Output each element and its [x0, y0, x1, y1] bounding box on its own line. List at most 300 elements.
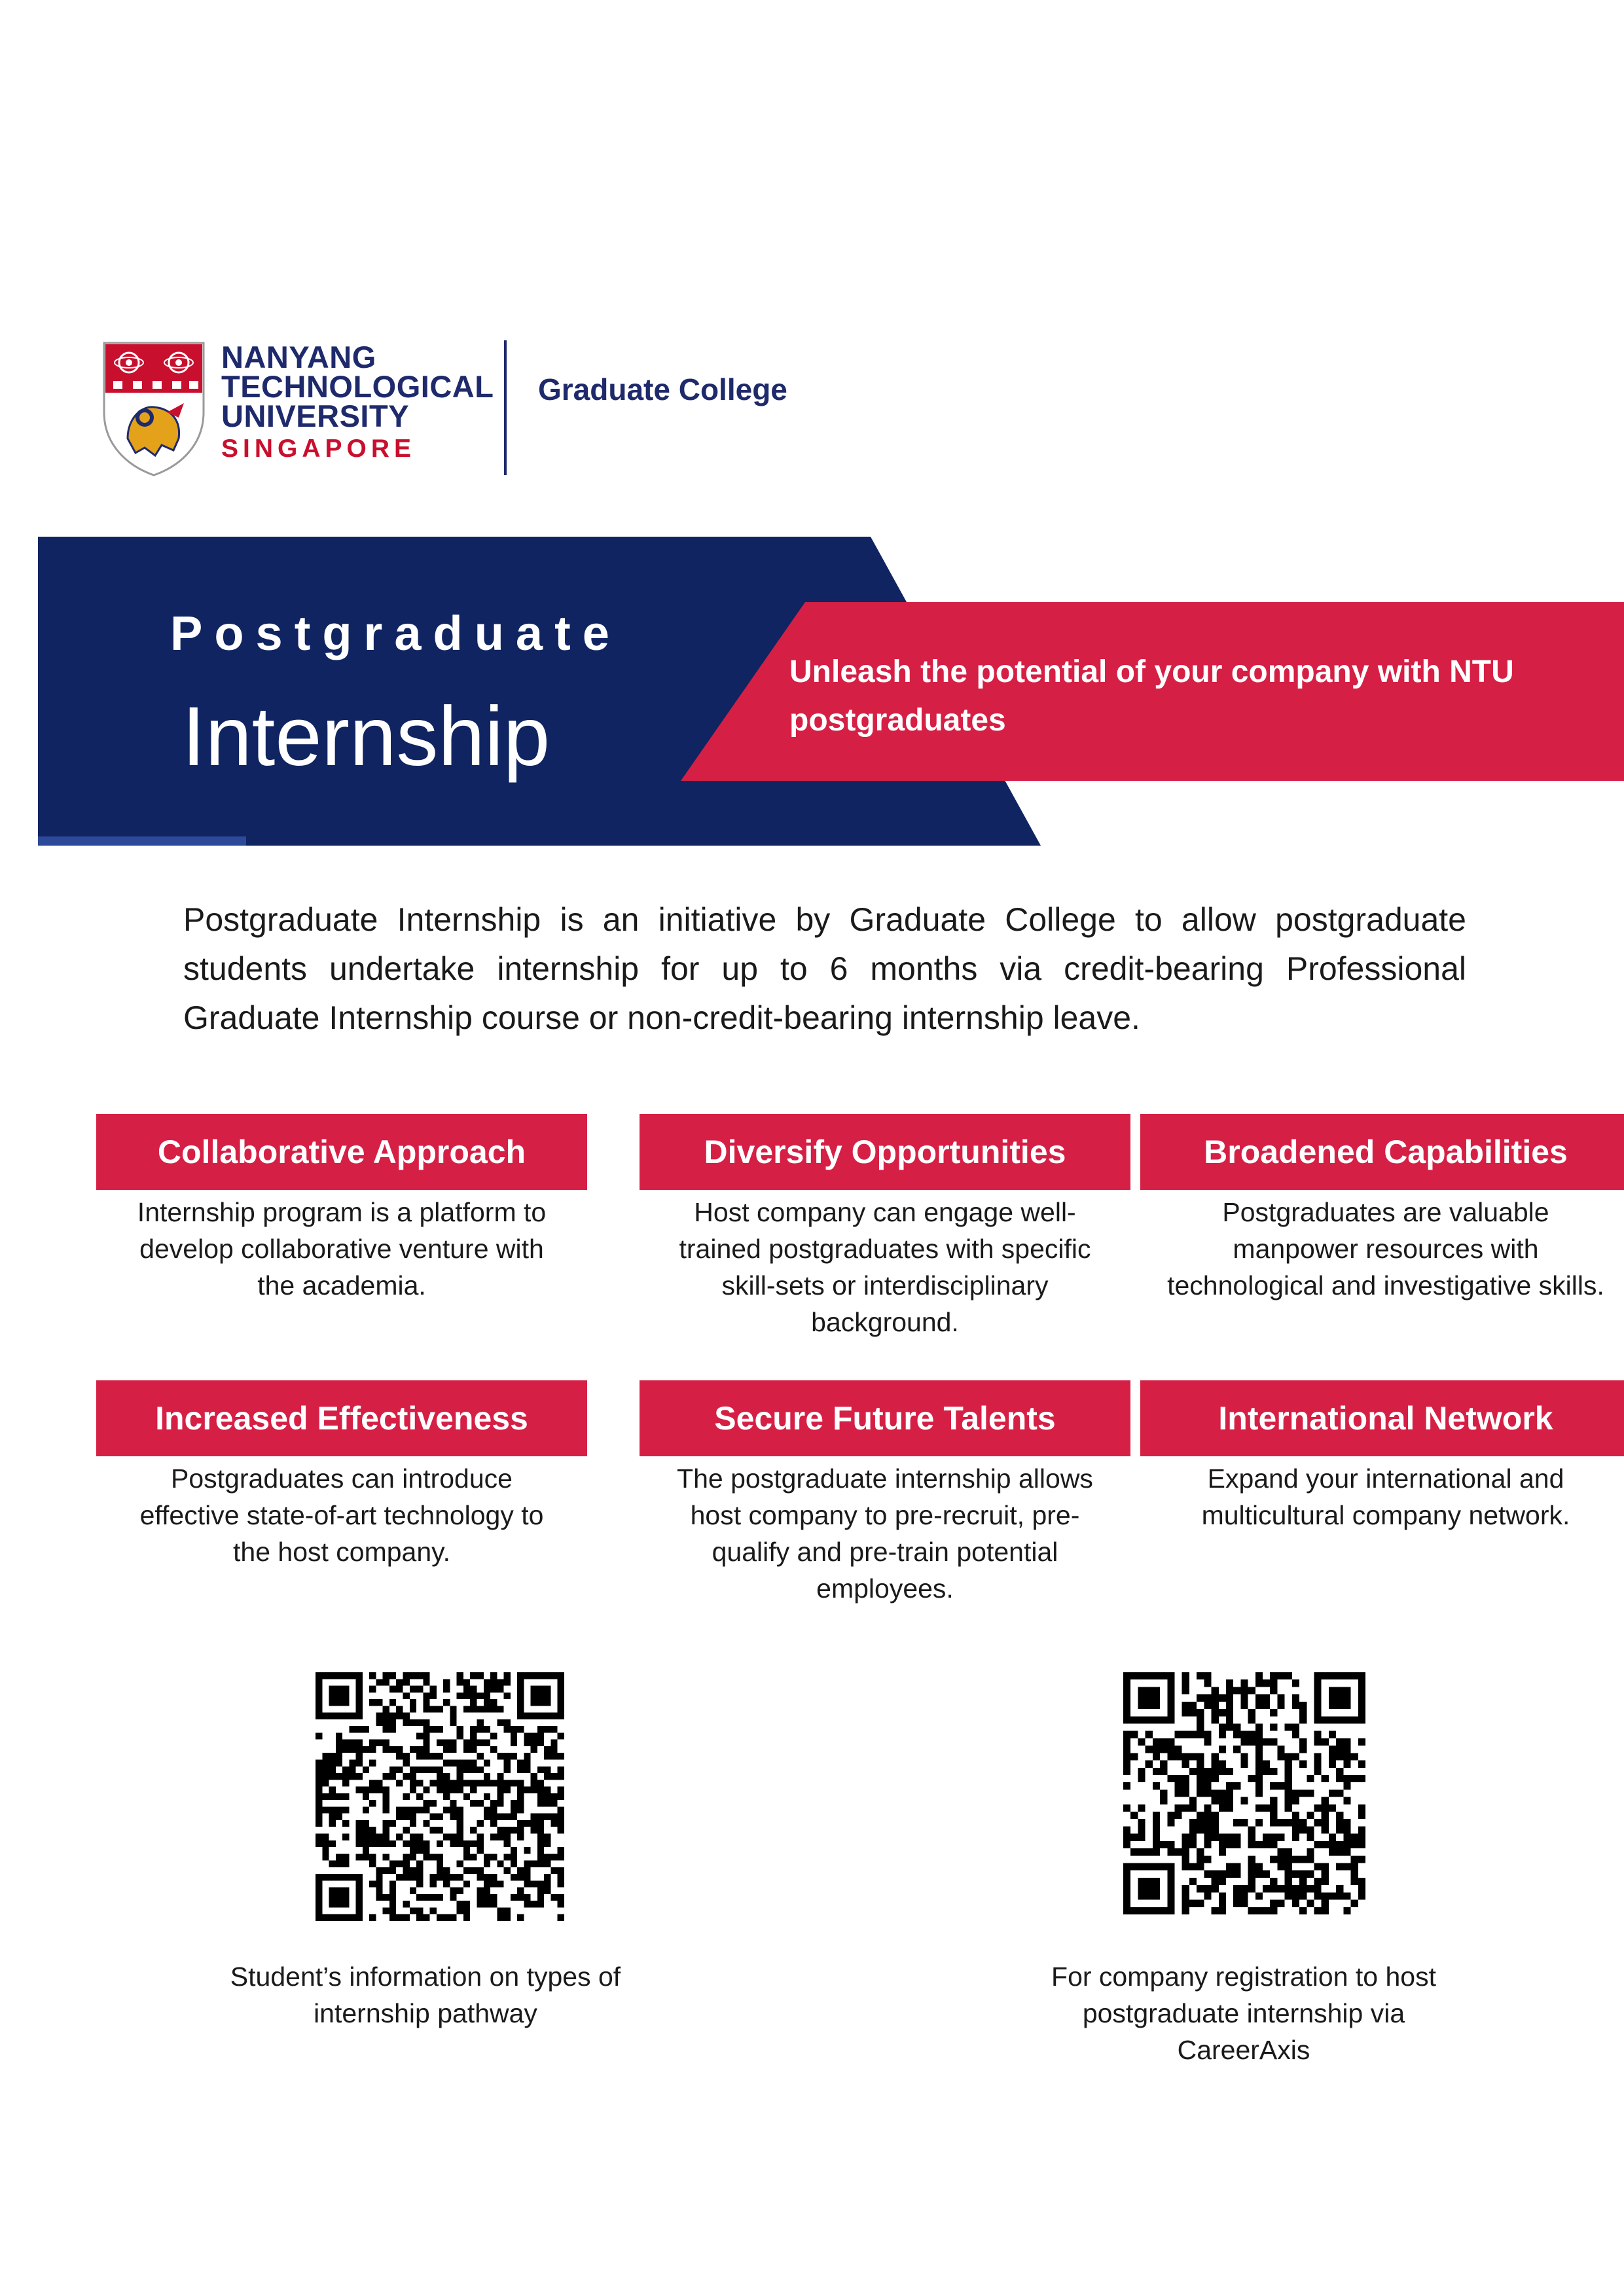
qr-module — [558, 1672, 564, 1679]
qr-module — [1329, 1848, 1336, 1856]
qr-module — [383, 1827, 389, 1833]
qr-module — [1307, 1871, 1314, 1878]
qr-module — [1255, 1871, 1263, 1878]
qr-module — [403, 1760, 410, 1767]
qr-module — [1219, 1892, 1226, 1899]
qr-module — [537, 1787, 544, 1793]
qr-module — [336, 1760, 342, 1767]
qr-module — [389, 1773, 396, 1780]
qr-module — [1277, 1834, 1284, 1841]
qr-module — [504, 1679, 511, 1685]
qr-module — [410, 1888, 416, 1894]
qr-module — [416, 1894, 423, 1901]
qr-module — [1358, 1878, 1365, 1885]
qr-module — [1146, 1695, 1153, 1702]
qr-module — [1248, 1878, 1255, 1885]
qr-module — [450, 1888, 456, 1894]
qr-module — [470, 1840, 477, 1847]
qr-module — [517, 1894, 524, 1901]
qr-module — [463, 1840, 470, 1847]
qr-module — [558, 1880, 564, 1887]
qr-module — [1197, 1709, 1204, 1716]
qr-module — [1174, 1782, 1182, 1789]
qr-module — [1285, 1878, 1292, 1885]
qr-module — [1233, 1892, 1240, 1899]
qr-module — [1336, 1863, 1343, 1871]
qr-module — [517, 1787, 524, 1793]
qr-module — [1233, 1819, 1240, 1826]
qr-module — [1240, 1702, 1248, 1709]
qr-module — [1285, 1863, 1292, 1871]
qr-module — [1240, 1687, 1248, 1694]
qr-module — [1314, 1716, 1322, 1723]
qr-module — [1146, 1687, 1153, 1694]
qr-module — [1329, 1834, 1336, 1841]
qr-module — [1189, 1819, 1197, 1826]
qr-module — [1204, 1672, 1211, 1679]
qr-module — [1146, 1672, 1153, 1679]
qr-module — [1160, 1738, 1167, 1746]
qr-module — [316, 1767, 322, 1773]
qr-module — [342, 1713, 349, 1719]
qr-module — [316, 1914, 322, 1921]
qr-module — [437, 1787, 443, 1793]
qr-module — [497, 1719, 503, 1726]
qr-module — [369, 1746, 376, 1753]
qr-module — [316, 1773, 322, 1780]
student-info-qr-code[interactable] — [316, 1672, 564, 1921]
qr-module — [1153, 1782, 1160, 1789]
company-registration-qr-code[interactable] — [1123, 1672, 1365, 1914]
qr-module — [1182, 1687, 1189, 1694]
qr-module — [1299, 1892, 1307, 1899]
qr-module — [349, 1713, 355, 1719]
qr-module — [1167, 1687, 1174, 1694]
qr-module — [1314, 1731, 1322, 1738]
qr-module — [1322, 1892, 1329, 1899]
qr-module — [1358, 1841, 1365, 1848]
qr-module — [504, 1814, 511, 1820]
qr-module — [537, 1854, 544, 1860]
qr-module — [356, 1713, 363, 1719]
qr-module — [477, 1719, 483, 1726]
qr-module — [1197, 1900, 1204, 1907]
qr-module — [443, 1686, 450, 1693]
qr-module — [1204, 1702, 1211, 1709]
qr-module — [1204, 1834, 1211, 1841]
qr-module — [1343, 1695, 1350, 1702]
qr-module — [1189, 1731, 1197, 1738]
qr-module — [342, 1746, 349, 1753]
qr-module — [463, 1746, 470, 1753]
qr-module — [477, 1867, 483, 1874]
qr-module — [1343, 1738, 1350, 1746]
qr-module — [1219, 1878, 1226, 1885]
qr-module — [430, 1827, 437, 1833]
qr-module — [1263, 1804, 1270, 1812]
qr-module — [349, 1874, 355, 1880]
qr-module — [457, 1773, 463, 1780]
qr-module — [329, 1760, 336, 1767]
qr-module — [511, 1740, 517, 1746]
qr-module — [383, 1907, 389, 1914]
qr-module — [1285, 1848, 1292, 1856]
qr-module — [1138, 1819, 1145, 1826]
qr-module — [410, 1854, 416, 1860]
qr-module — [550, 1773, 557, 1780]
qr-module — [1189, 1900, 1197, 1907]
qr-module — [1182, 1702, 1189, 1709]
qr-module — [1153, 1738, 1160, 1746]
qr-module — [484, 1793, 490, 1800]
qr-module — [1204, 1782, 1211, 1789]
qr-module — [470, 1760, 477, 1767]
qr-module — [457, 1827, 463, 1833]
qr-module — [437, 1767, 443, 1773]
qr-module — [1299, 1871, 1307, 1878]
qr-module — [1167, 1753, 1174, 1760]
qr-module — [336, 1746, 342, 1753]
qr-module — [544, 1861, 550, 1867]
qr-module — [1182, 1679, 1189, 1687]
qr-module — [1270, 1768, 1277, 1775]
qr-module — [524, 1713, 530, 1719]
qr-module — [450, 1814, 456, 1820]
qr-module — [544, 1746, 550, 1753]
qr-module — [396, 1686, 403, 1693]
qr-module — [1277, 1848, 1284, 1856]
qr-module — [558, 1753, 564, 1759]
qr-module — [356, 1672, 363, 1679]
qr-module — [537, 1827, 544, 1833]
qr-module — [1219, 1768, 1226, 1775]
qr-module — [416, 1780, 423, 1786]
qr-module — [1138, 1848, 1145, 1856]
qr-module — [1167, 1819, 1174, 1826]
qr-module — [544, 1672, 550, 1679]
qr-module — [457, 1726, 463, 1732]
qr-module — [416, 1686, 423, 1693]
qr-module — [1336, 1738, 1343, 1746]
qr-module — [437, 1914, 443, 1921]
qr-module — [558, 1686, 564, 1693]
qr-module — [1285, 1789, 1292, 1797]
qr-module — [389, 1914, 396, 1921]
qr-module — [437, 1894, 443, 1901]
qr-module — [457, 1874, 463, 1880]
qr-module — [537, 1713, 544, 1719]
qr-module — [1212, 1716, 1219, 1723]
qr-module — [1240, 1679, 1248, 1687]
qr-module — [363, 1767, 369, 1773]
qr-module — [537, 1686, 544, 1693]
qr-module — [1248, 1738, 1255, 1746]
qr-module — [531, 1699, 537, 1706]
qr-module — [1233, 1731, 1240, 1738]
qr-module — [410, 1746, 416, 1753]
qr-module — [316, 1833, 322, 1840]
qr-module — [450, 1833, 456, 1840]
qr-module — [497, 1780, 503, 1786]
qr-module — [1189, 1878, 1197, 1885]
qr-module — [457, 1760, 463, 1767]
qr-module — [1204, 1775, 1211, 1782]
qr-module — [1255, 1702, 1263, 1709]
qr-module — [1343, 1848, 1350, 1856]
qr-module — [1336, 1716, 1343, 1723]
qr-module — [1189, 1804, 1197, 1812]
qr-module — [544, 1787, 550, 1793]
banner-title-internship: Internship — [182, 690, 550, 783]
qr-module — [1270, 1687, 1277, 1694]
qr-module — [504, 1914, 511, 1921]
qr-module — [329, 1793, 336, 1800]
qr-module — [1138, 1738, 1145, 1746]
qr-module — [1130, 1731, 1138, 1738]
qr-module — [1336, 1672, 1343, 1679]
qr-module — [369, 1854, 376, 1860]
qr-module — [1322, 1804, 1329, 1812]
qr-module — [544, 1814, 550, 1820]
qr-module — [1153, 1834, 1160, 1841]
qr-module — [1197, 1812, 1204, 1819]
qr-module — [437, 1867, 443, 1874]
qr-module — [1233, 1687, 1240, 1694]
qr-module — [1351, 1856, 1358, 1863]
qr-module — [1248, 1907, 1255, 1914]
qr-module — [1123, 1746, 1130, 1753]
qr-module — [443, 1793, 450, 1800]
qr-module — [517, 1867, 524, 1874]
qr-module — [1277, 1856, 1284, 1863]
qr-module — [1270, 1812, 1277, 1819]
qr-module — [1240, 1819, 1248, 1826]
qr-module — [511, 1806, 517, 1813]
qr-module — [383, 1787, 389, 1793]
qr-module — [1204, 1804, 1211, 1812]
qr-module — [376, 1719, 382, 1726]
qr-module — [450, 1719, 456, 1726]
qr-module — [1358, 1761, 1365, 1768]
qr-module — [457, 1814, 463, 1820]
qr-module — [1351, 1753, 1358, 1760]
qr-module — [504, 1907, 511, 1914]
qr-module — [1130, 1907, 1138, 1914]
qr-module — [1299, 1826, 1307, 1833]
qr-module — [1277, 1702, 1284, 1709]
qr-module — [1299, 1878, 1307, 1885]
qr-module — [403, 1854, 410, 1860]
qr-module — [1212, 1789, 1219, 1797]
qr-module — [322, 1773, 329, 1780]
qr-module — [490, 1780, 497, 1786]
qr-module — [524, 1901, 530, 1907]
qr-module — [558, 1914, 564, 1921]
qr-module — [1226, 1782, 1233, 1789]
qr-module — [537, 1693, 544, 1699]
qr-module — [470, 1726, 477, 1732]
qr-module — [1292, 1753, 1299, 1760]
qr-module — [329, 1767, 336, 1773]
qr-module — [457, 1833, 463, 1840]
qr-module — [558, 1713, 564, 1719]
qr-module — [410, 1907, 416, 1914]
qr-module — [537, 1814, 544, 1820]
qr-module — [450, 1746, 456, 1753]
qr-module — [356, 1693, 363, 1699]
qr-module — [1329, 1746, 1336, 1753]
qr-module — [497, 1706, 503, 1712]
qr-module — [1182, 1863, 1189, 1871]
qr-module — [1343, 1826, 1350, 1833]
qr-module — [1255, 1782, 1263, 1789]
qr-module — [363, 1806, 369, 1813]
qr-module — [416, 1907, 423, 1914]
qr-module — [1277, 1863, 1284, 1871]
qr-module — [1153, 1878, 1160, 1885]
qr-module — [1167, 1702, 1174, 1709]
qr-module — [423, 1679, 429, 1685]
qr-module — [1130, 1812, 1138, 1819]
qr-module — [1189, 1768, 1197, 1775]
qr-module — [410, 1833, 416, 1840]
qr-module — [524, 1874, 530, 1880]
qr-module — [1285, 1797, 1292, 1804]
qr-module — [1263, 1761, 1270, 1768]
qr-module — [1167, 1900, 1174, 1907]
qr-module — [490, 1880, 497, 1887]
qr-module — [1240, 1900, 1248, 1907]
qr-module — [430, 1693, 437, 1699]
qr-module — [1167, 1871, 1174, 1878]
qr-module — [336, 1861, 342, 1867]
qr-module — [342, 1773, 349, 1780]
qr-module — [416, 1880, 423, 1887]
qr-module — [342, 1780, 349, 1786]
qr-module — [356, 1907, 363, 1914]
qr-module — [457, 1672, 463, 1679]
qr-module — [316, 1760, 322, 1767]
qr-module — [1130, 1753, 1138, 1760]
qr-module — [403, 1874, 410, 1880]
qr-module — [544, 1854, 550, 1860]
qr-module — [450, 1914, 456, 1921]
qr-module — [443, 1760, 450, 1767]
qr-module — [416, 1719, 423, 1726]
qr-module — [389, 1713, 396, 1719]
qr-module — [403, 1861, 410, 1867]
qr-module — [342, 1888, 349, 1894]
qr-module — [537, 1767, 544, 1773]
qr-module — [342, 1693, 349, 1699]
qr-module — [423, 1699, 429, 1706]
qr-module — [389, 1901, 396, 1907]
qr-module — [1233, 1885, 1240, 1892]
qr-module — [329, 1806, 336, 1813]
qr-module — [349, 1914, 355, 1921]
qr-module — [336, 1793, 342, 1800]
qr-module — [363, 1827, 369, 1833]
qr-module — [1277, 1900, 1284, 1907]
qr-module — [342, 1914, 349, 1921]
qr-module — [356, 1787, 363, 1793]
qr-module — [383, 1706, 389, 1712]
qr-module — [1314, 1709, 1322, 1716]
qr-module — [1343, 1687, 1350, 1694]
qr-module — [1285, 1819, 1292, 1826]
qr-module — [1351, 1716, 1358, 1723]
qr-module — [369, 1699, 376, 1706]
qr-module — [1153, 1716, 1160, 1723]
qr-module — [437, 1780, 443, 1786]
qr-module — [544, 1686, 550, 1693]
qr-module — [356, 1760, 363, 1767]
qr-module — [1226, 1768, 1233, 1775]
qr-module — [1351, 1900, 1358, 1907]
qr-module — [470, 1787, 477, 1793]
qr-module — [558, 1693, 564, 1699]
banner-tagline: Unleash the potential of your company with NTU postgraduates — [789, 655, 1514, 738]
qr-module — [1292, 1731, 1299, 1738]
qr-module — [430, 1753, 437, 1759]
feature-card-diversify-opportunities — [640, 1114, 1130, 1340]
qr-module — [1343, 1834, 1350, 1841]
qr-module — [396, 1746, 403, 1753]
qr-module — [1212, 1819, 1219, 1826]
qr-module — [1277, 1672, 1284, 1679]
qr-module — [316, 1840, 322, 1847]
qr-module — [316, 1806, 322, 1813]
qr-module — [363, 1726, 369, 1732]
qr-module — [1322, 1907, 1329, 1914]
qr-module — [1189, 1702, 1197, 1709]
qr-module — [1204, 1871, 1211, 1878]
qr-module — [1255, 1761, 1263, 1768]
qr-module — [342, 1861, 349, 1867]
qr-module — [1138, 1826, 1145, 1833]
qr-module — [410, 1767, 416, 1773]
qr-module — [1314, 1804, 1322, 1812]
qr-module — [1329, 1892, 1336, 1899]
qr-module — [322, 1806, 329, 1813]
qr-module — [1204, 1826, 1211, 1833]
qr-module — [369, 1840, 376, 1847]
qr-module — [1277, 1695, 1284, 1702]
qr-module — [1292, 1723, 1299, 1731]
qr-module — [1270, 1672, 1277, 1679]
qr-module — [1358, 1892, 1365, 1899]
qr-module — [1307, 1775, 1314, 1782]
qr-module — [389, 1880, 396, 1887]
qr-module — [1343, 1761, 1350, 1768]
qr-module — [1182, 1907, 1189, 1914]
qr-module — [1197, 1768, 1204, 1775]
qr-module — [1285, 1775, 1292, 1782]
qr-module — [316, 1672, 322, 1679]
qr-module — [1285, 1761, 1292, 1768]
qr-module — [504, 1840, 511, 1847]
qr-module — [410, 1787, 416, 1793]
qr-module — [524, 1767, 530, 1773]
qr-module — [316, 1679, 322, 1685]
qr-module — [1343, 1819, 1350, 1826]
qr-module — [1248, 1834, 1255, 1841]
qr-module — [396, 1753, 403, 1759]
feature-card-text: Postgraduates can introduce effective state-of-art technology to the host company. — [139, 1463, 544, 1567]
qr-module — [544, 1793, 550, 1800]
qr-module — [437, 1773, 443, 1780]
qr-module — [416, 1874, 423, 1880]
